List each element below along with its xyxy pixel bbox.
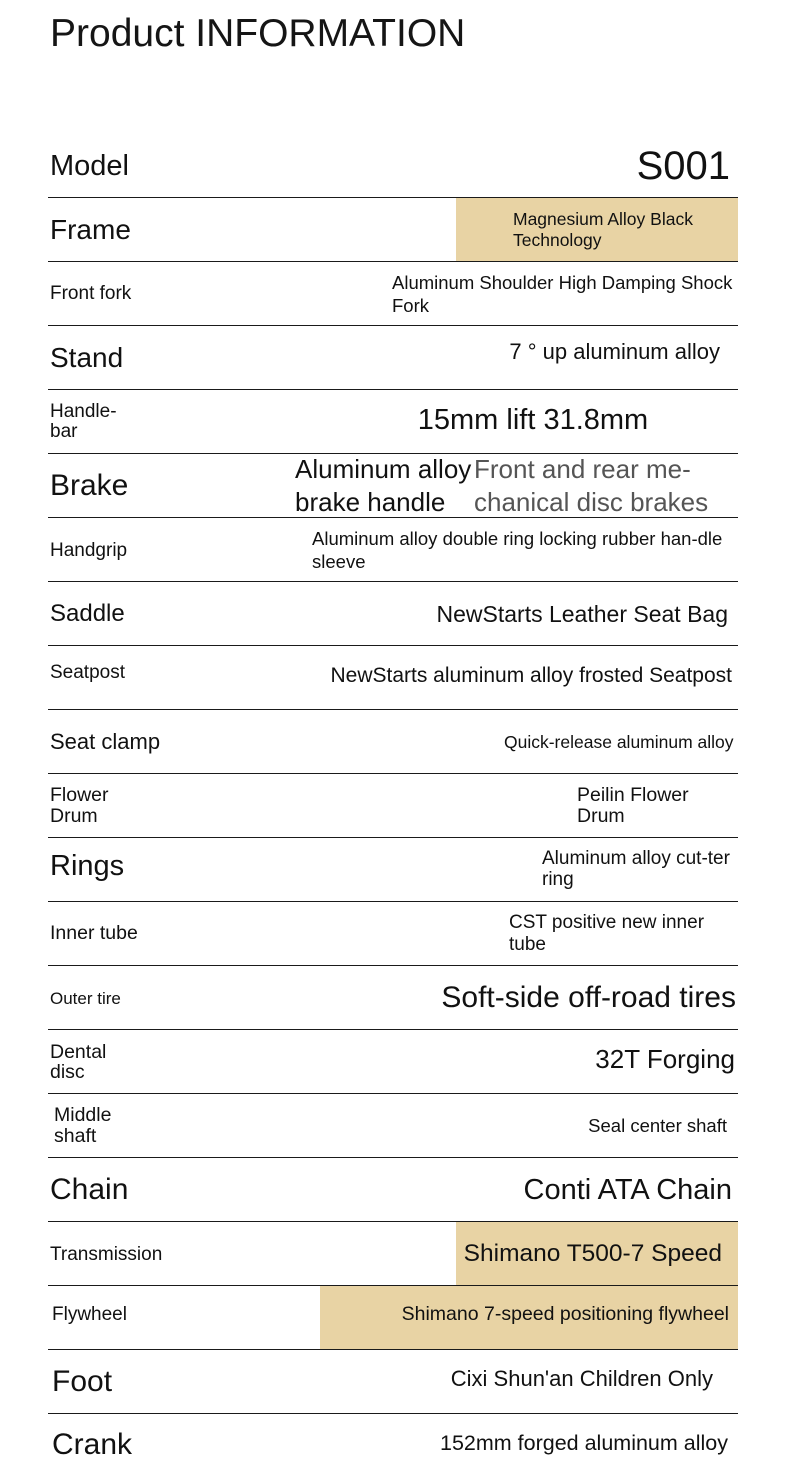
spec-label: Flower Drum bbox=[50, 783, 109, 827]
spec-row-inner-tube bbox=[48, 901, 738, 966]
spec-label: Frame bbox=[50, 214, 131, 245]
spec-value: Magnesium Alloy Black Technology bbox=[513, 209, 693, 250]
spec-row-saddle bbox=[48, 581, 738, 646]
spec-label: Brake bbox=[50, 469, 129, 502]
spec-row-brake bbox=[48, 453, 738, 518]
spec-label: Front fork bbox=[50, 283, 132, 305]
spec-value-secondary: Front and rear me-chanical disc brakes bbox=[474, 453, 709, 517]
spec-row-handgrip bbox=[48, 517, 738, 582]
spec-label: Rings bbox=[50, 849, 125, 882]
spec-value: 15mm lift 31.8mm bbox=[417, 403, 649, 436]
spec-value: NewStarts aluminum alloy frosted Seatpost bbox=[330, 663, 732, 687]
spec-row-crank bbox=[48, 1413, 738, 1478]
spec-label: Chain bbox=[50, 1173, 129, 1206]
spec-label: Dental disc bbox=[50, 1040, 107, 1083]
spec-row-chain bbox=[48, 1157, 738, 1222]
spec-value: S001 bbox=[636, 144, 730, 188]
spec-value: Shimano T500-7 Speed bbox=[463, 1239, 722, 1267]
spec-row-dental-disc bbox=[48, 1029, 738, 1094]
spec-value: Aluminum Shoulder High Damping Shock Fork bbox=[392, 271, 733, 316]
spec-value: 7 ° up aluminum alloy bbox=[509, 339, 720, 364]
spec-value: Aluminum alloy double ring locking rubber han-dle sleeve bbox=[312, 527, 723, 572]
spec-row-middle-shaft bbox=[48, 1093, 738, 1158]
spec-row-model bbox=[48, 134, 738, 198]
spec-row-frame bbox=[48, 197, 738, 262]
spec-row-seat-clamp bbox=[48, 709, 738, 774]
spec-value: Soft-side off-road tires bbox=[441, 981, 736, 1014]
spec-label: Flywheel bbox=[52, 1303, 127, 1325]
spec-value: Shimano 7-speed positioning flywheel bbox=[401, 1303, 729, 1326]
spec-value: Seal center shaft bbox=[588, 1114, 727, 1136]
spec-label: Handle-bar bbox=[50, 401, 117, 442]
spec-value: 152mm forged aluminum alloy bbox=[440, 1431, 728, 1456]
spec-label: Outer tire bbox=[50, 988, 121, 1008]
spec-label: Foot bbox=[52, 1365, 113, 1398]
spec-value: Aluminum alloy brake handle bbox=[295, 453, 472, 517]
spec-value: Conti ATA Chain bbox=[523, 1173, 732, 1206]
spec-row-flower-drum bbox=[48, 773, 738, 838]
spec-label: Stand bbox=[50, 342, 124, 373]
spec-row-outer-tire bbox=[48, 965, 738, 1030]
spec-label: Handgrip bbox=[50, 539, 128, 561]
spec-label: Inner tube bbox=[50, 922, 138, 945]
spec-value: Aluminum alloy cut-ter ring bbox=[542, 848, 730, 890]
spec-value: Quick-release aluminum alloy bbox=[504, 731, 734, 752]
spec-row-foot bbox=[48, 1349, 738, 1414]
spec-label: Seat clamp bbox=[50, 729, 161, 754]
spec-label: Middle shaft bbox=[54, 1103, 112, 1147]
spec-label: Seatpost bbox=[50, 661, 125, 683]
spec-value: 32T Forging bbox=[595, 1044, 735, 1074]
spec-row-front-fork bbox=[48, 261, 738, 326]
spec-row-transmission bbox=[48, 1221, 738, 1286]
spec-row-flywheel bbox=[48, 1285, 738, 1350]
spec-label: Transmission bbox=[50, 1243, 163, 1265]
spec-row-handlebar bbox=[48, 389, 738, 454]
spec-row-rings bbox=[48, 837, 738, 902]
spec-label: Model bbox=[50, 149, 129, 182]
spec-value: NewStarts Leather Seat Bag bbox=[436, 600, 728, 627]
page-title: Product INFORMATION bbox=[50, 12, 466, 55]
spec-label: Crank bbox=[52, 1428, 133, 1461]
spec-label: Saddle bbox=[50, 600, 125, 627]
spec-row-seatpost bbox=[48, 645, 738, 710]
spec-value: Peilin Flower Drum bbox=[577, 783, 689, 827]
spec-value: CST positive new inner tube bbox=[509, 912, 705, 955]
spec-value: Cixi Shun'an Children Only bbox=[450, 1366, 713, 1391]
spec-row-stand bbox=[48, 325, 738, 390]
